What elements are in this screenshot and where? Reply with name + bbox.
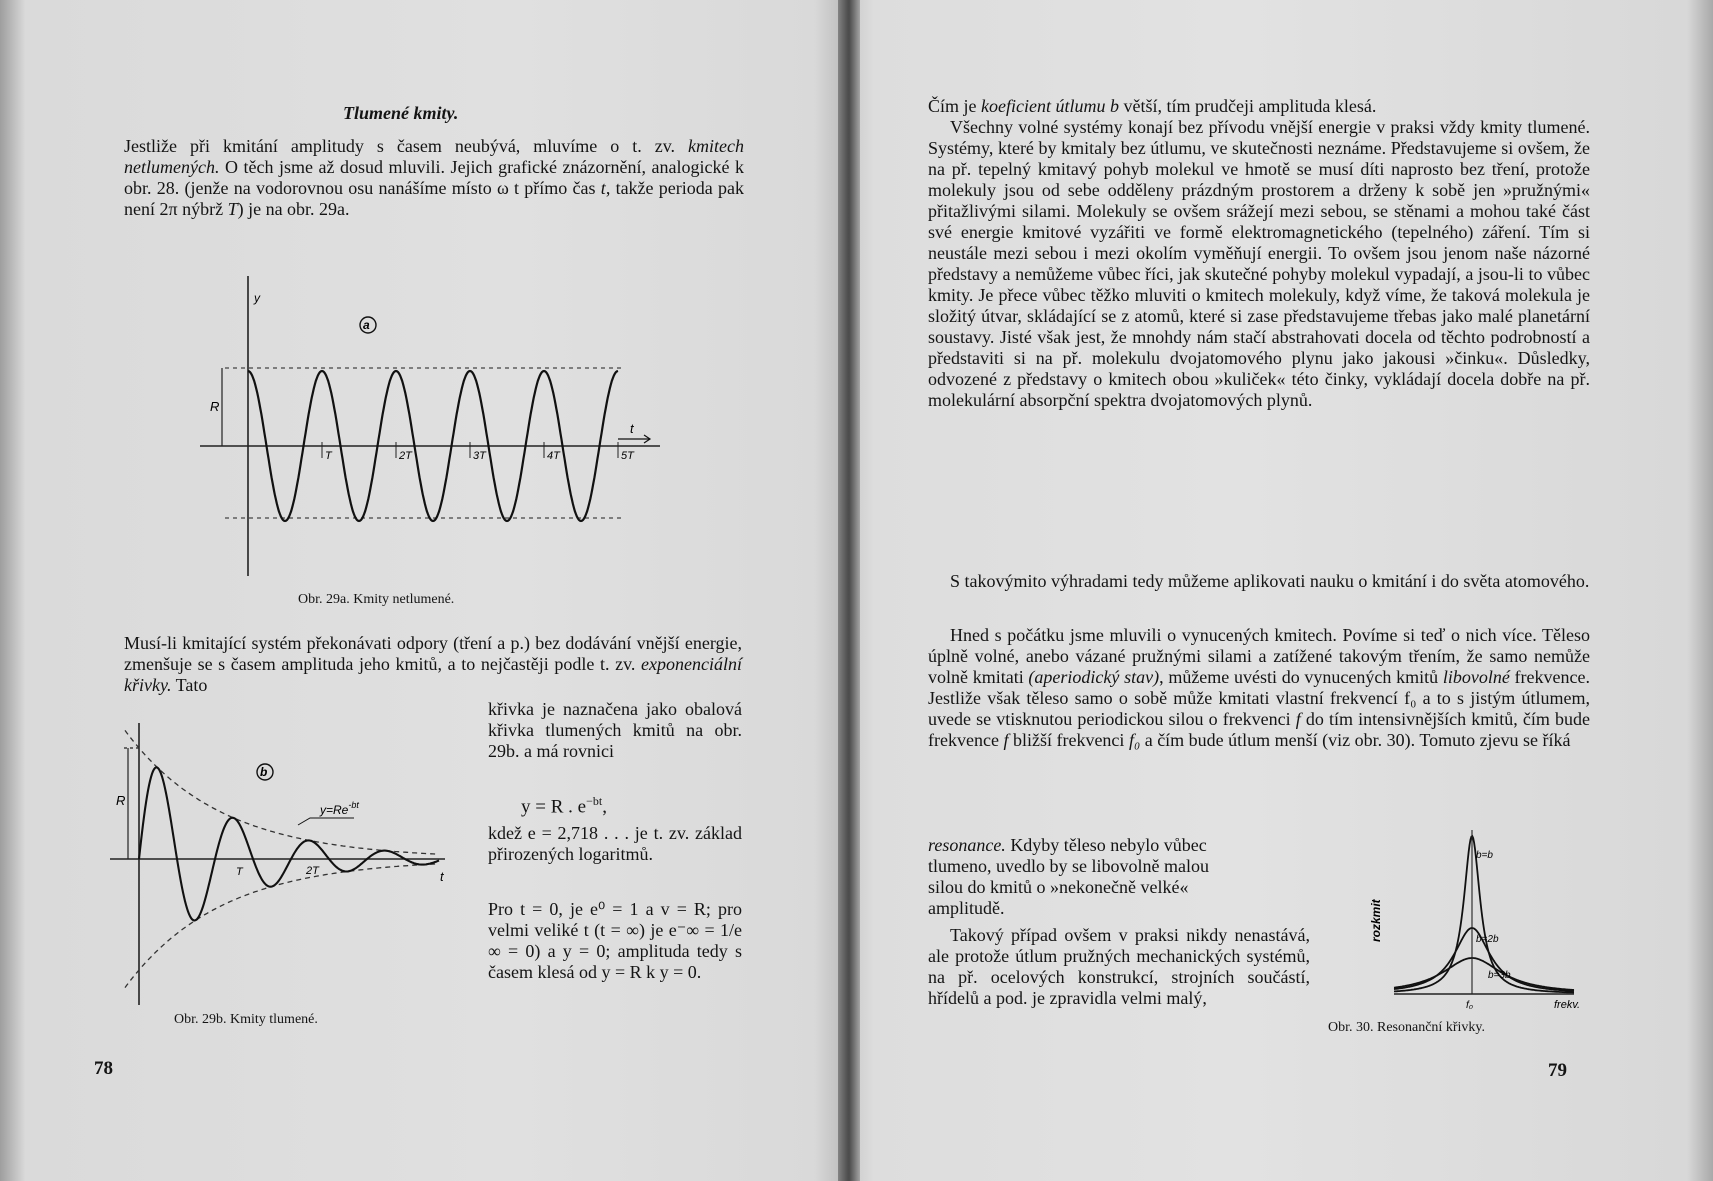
section-heading: Tlumené kmity. [343,103,459,123]
fig29a-marker: a [363,318,370,332]
left-paragraph-3: kdež e = 2,718 . . . je t. zv. základ přirozených logaritmů. [488,823,742,864]
fig29a-y-label: y [254,291,260,305]
fig29a-t-label: t [630,421,634,436]
fig30-label-b: b=b [1476,850,1493,861]
equation [521,794,607,818]
fig29a-tick-label: 5T [621,450,634,462]
right-paragraph-2: Všechny volné systémy konají bez přívodu vnější energie v praksi vždy kmity tlumené. Systémy, které by kmitaly bez útlumu, ve skutečnosti neznáme. Představujeme si ovšem, že na př. tepelný kmitavý pohyb molekul ve hmotě se musí díti naprosto bez tření, protože molekuly jsou od sebe odděleny prázdným prostorem a drženy k sobě jen »pružnými« přitažlivými silami. Molekuly se ovšem srážejí mezi sebou, se stěnami a mohou také část své energie kmitové vyzářiti ve formě elektromagnetického (tepelného) záření. Tím si neustále mezi sebou i mezi okolím vyměňují energii. To ovšem jsou jenom naše názorné představy a nemůžeme vůbec říci, jak skutečné pohyby molekul vypadají, a jsou-li to vůbec kmity. Je přece vůbec těžko mluviti o kmitech molekuly, když víme, že taková molekula je složitý útvar, skládající se z atomů, které si zase představujeme třebas jako malé planetární soustavy. Jisté však jest, že mnohdy nám stačí abstrahovati docela od těchto podrobností a představiti si na př. molekulu dvojatomového plynu jako jakousi »činku«. Důsledky, odvozené z představy o kmitech obou »kuliček« této činky, vykládají docela dobře na př. molekulární absorpční spektra dvojatomových plynů. [928,117,1590,410]
page-number-left: 78 [94,1058,113,1079]
book-gutter [838,0,860,1181]
figure-29a [190,268,670,583]
fig29a-amp-label: R [210,399,220,414]
fig29b-curve-label-leader [298,818,354,825]
equation-exponent: −bt [586,794,603,808]
right-paragraph-4-continued: resonance. Kdyby těleso nebylo vůbec tlumeno, uvedlo by se libovolně malou silou do kmitů o »nekonečně velké« amplitudě. [928,835,1209,918]
left-paragraph-2: Musí-li kmitající systém překonávati odpory (tření a p.) bez dodávání vnější energie, zmenšuje se s časem amplituda jeho kmitů, a to nejčastěji podle t. zv. exponenciální křivky. Tato [124,633,742,695]
fig30-y-label: rozkmit [1369,899,1383,942]
fig30-f0-label: f₀ [1466,1000,1473,1011]
fig30-curve-3b [1394,958,1574,990]
fig29b-tick-T: T [236,866,243,878]
fig29a-caption: Obr. 29a. Kmity netlumené. [298,592,455,607]
right-paragraph-5: Takový případ ovšem v praksi nikdy nenastává, ale protože útlum pružných mechanických systémů, na př. ocelových konstrukcí, strojních součástí, hřídelů a pod. je zpravidla velmi malý, [928,925,1310,1008]
fig29b-envelope-bottom [125,864,439,988]
left-paragraph-1: Jestliže při kmitání amplitudy s časem neubývá, mluvíme o t. zv. kmitech netlumených. O těch jsme až dosud mluvili. Jejich grafické znázornění, analogické k obr. 28. (jenže na vodorovnou osu nanášíme místo ω t přímo čas t, takže perioda pak není 2π nýbrž T) je na obr. 29a. [124,136,745,219]
fig29b-caption: Obr. 29b. Kmity tlumené. [174,1012,318,1027]
equation-main: y = R . e [521,796,587,818]
left-paragraph-2-continued: křivka je naznačena jako obalová křivka tlumených kmitů na obr. 29b. a má rovnici [488,699,742,761]
left-page [0,0,848,1181]
fig30-label-3b: b=3b [1488,970,1511,981]
fig29a-tick-label: T [325,450,332,462]
fig29b-t-label: t [440,869,444,884]
fig29a-tick-label: 4T [547,450,560,462]
fig29b-amp-label: R [116,793,126,808]
fig29b-envelope-top [125,730,439,854]
fig29a-tick-label: 2T [399,450,412,462]
figure-29b [110,715,480,1010]
figure-30 [1368,822,1618,1012]
right-page [848,0,1713,1181]
equation-tail: , [602,796,607,818]
fig29b-tick-2T: 2T [306,865,319,877]
right-paragraph-1: Čím je koeficient útlumu b větší, tím prudčeji amplituda klesá. [928,96,1377,116]
fig30-caption: Obr. 30. Resonanční křivky. [1328,1020,1485,1035]
fig30-x-label: frekv. [1554,999,1581,1011]
right-paragraph-3: S takovýmito výhradami tedy můžeme aplikovati nauku o kmitání i do světa atomového. [950,571,1590,591]
fig30-label-2b: b=2b [1476,934,1499,945]
right-paragraph-4: Hned s počátku jsme mluvili o vynucených kmitech. Povíme si teď o nich více. Těleso úplně volné, anebo vázané pružnými silami a zatížené takovým třením, že samo nemůže volně kmitati (aperiodický stav), můžeme uvésti do vynucených kmitů libovolné frekvence. Jestliže však těleso samo o sobě může kmitati vlastní frekvencí f₀ a to s jistým útlumem, uvede se vtisknutou periodickou silou o frekvenci f do tím intensivnějších kmitů, čím bude frekvence f bližší frekvenci f₀ a čím bude útlum menší (viz obr. 30). Tomuto zjevu se říká [928,625,1591,750]
fig29b-marker: b [260,765,268,779]
fig29a-tick-label: 3T [473,450,486,462]
fig29b-curve-label: $y=Re^{-bt}$ [320,800,359,817]
page-number-right: 79 [1548,1060,1567,1081]
left-paragraph-4: Pro t = 0, je e⁰ = 1 a v = R; pro velmi veliké t (t = ∞) je e⁻∞ = 1/e ∞ = 0) a y = 0; amplituda tedy s časem klesá od y = R k y = 0. [488,899,742,982]
